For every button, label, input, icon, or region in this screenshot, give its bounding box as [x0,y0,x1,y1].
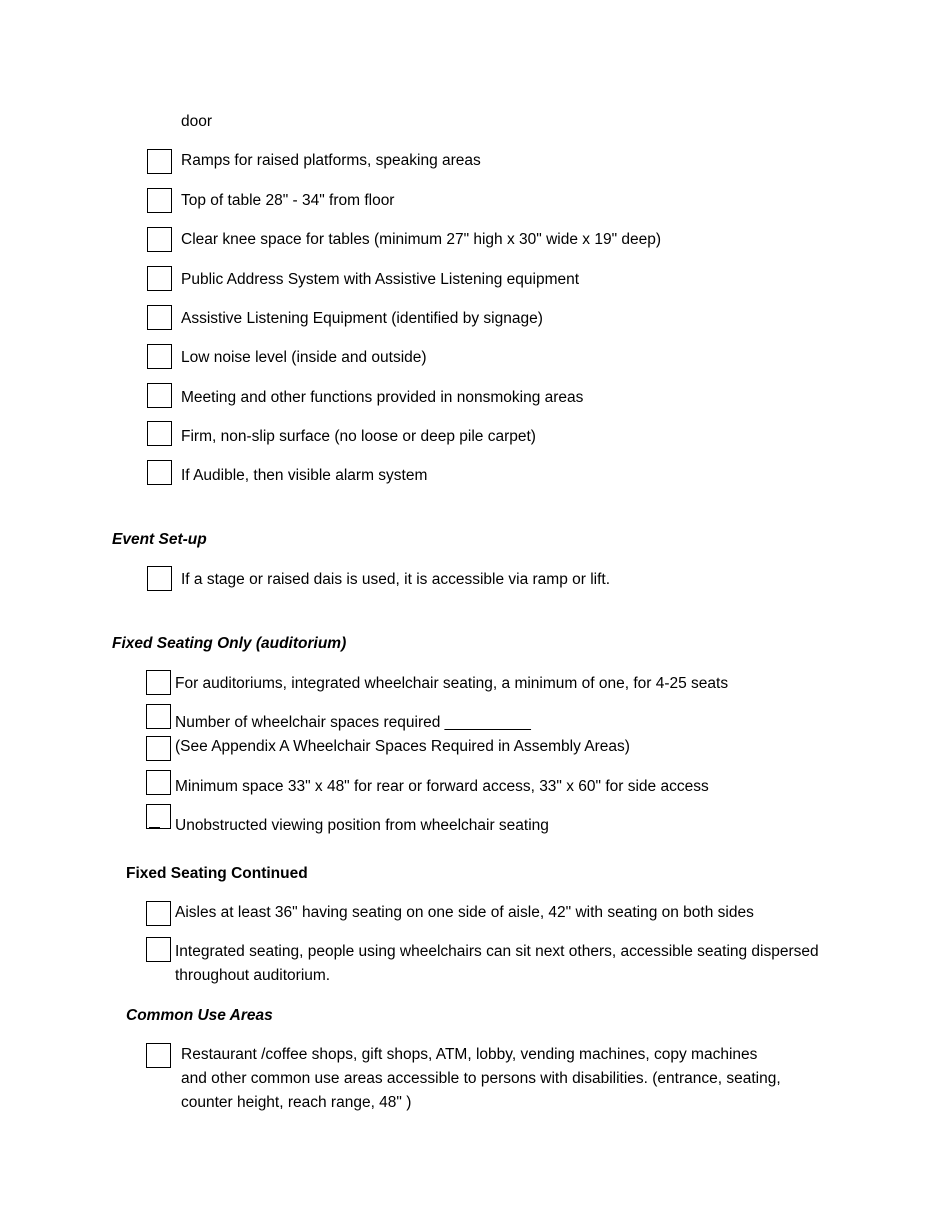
checklist-item-label: Number of wheelchair spaces required __________ [175,714,531,731]
checklist-item-label: Firm, non-slip surface (no loose or deep pile carpet) [181,428,536,445]
checkbox[interactable] [146,770,171,795]
section-heading-common-use-areas: Common Use Areas [126,1007,273,1024]
continued-text-fragment: door [181,113,213,130]
underline-mark [149,827,160,829]
checklist-item-label: Top of table 28" - 34" from floor [181,192,395,209]
checklist-item-label: Assistive Listening Equipment (identified by signage) [181,310,543,327]
section-heading-event-setup: Event Set-up [112,531,207,548]
checkbox[interactable] [146,736,171,761]
checklist-item-label: For auditoriums, integrated wheelchair seating, a minimum of one, for 4-25 seats [175,675,729,692]
checkbox[interactable] [147,227,172,252]
checklist-item-label: If a stage or raised dais is used, it is accessible via ramp or lift. [181,571,611,588]
checklist-item-label: Clear knee space for tables (minimum 27" high x 30" wide x 19" deep) [181,231,662,248]
checkbox[interactable] [147,421,172,446]
checklist-item-label: Aisles at least 36" having seating on one side of aisle, 42" with seating on both sides [175,904,754,921]
checklist-item-label-line-2: throughout auditorium. [175,967,331,984]
checkbox[interactable] [146,937,171,962]
checklist-item-label-line-3: counter height, reach range, 48" ) [181,1094,412,1111]
checklist-item-note: (See Appendix A Wheelchair Spaces Required in Assembly Areas) [175,738,630,755]
checklist-item-label: Ramps for raised platforms, speaking areas [181,152,481,169]
checklist-item-label: Unobstructed viewing position from wheelchair seating [175,817,549,834]
checkbox[interactable] [146,804,171,829]
checkbox[interactable] [147,149,172,174]
checklist-item-label-line-1: Integrated seating, people using wheelchairs can sit next others, accessible seating dispersed [175,943,819,960]
checkbox[interactable] [147,305,172,330]
checklist-item-label: Low noise level (inside and outside) [181,349,427,366]
checkbox[interactable] [147,460,172,485]
checkbox[interactable] [147,383,172,408]
checkbox[interactable] [147,266,172,291]
section-heading-fixed-seating: Fixed Seating Only (auditorium) [112,635,347,652]
checklist-item-label: Meeting and other functions provided in nonsmoking areas [181,389,584,406]
checkbox[interactable] [146,901,171,926]
checkbox[interactable] [146,1043,171,1068]
section-heading-fixed-seating-continued: Fixed Seating Continued [126,865,308,882]
checkbox[interactable] [146,670,171,695]
checkbox[interactable] [147,188,172,213]
checklist-item-label-line-1: Restaurant /coffee shops, gift shops, ATM, lobby, vending machines, copy machines [181,1046,758,1063]
checklist-item-label: If Audible, then visible alarm system [181,467,428,484]
checkbox[interactable] [146,704,171,729]
checklist-item-label: Public Address System with Assistive Listening equipment [181,271,580,288]
checklist-item-label-line-2: and other common use areas accessible to persons with disabilities. (entrance, seating, [181,1070,781,1087]
checkbox[interactable] [147,566,172,591]
checklist-item-label: Minimum space 33" x 48" for rear or forward access, 33" x 60" for side access [175,778,709,795]
checkbox[interactable] [147,344,172,369]
